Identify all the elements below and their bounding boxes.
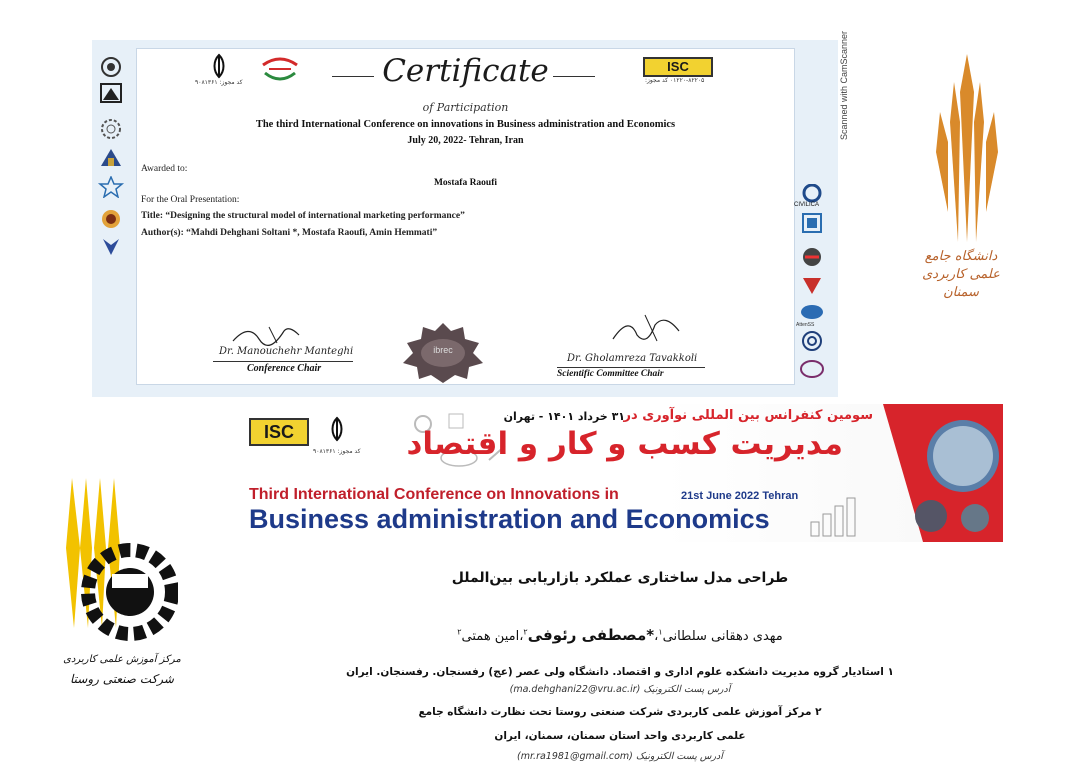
banner-fa-date: ۳۱ خرداد ۱۴۰۱ - تهران	[503, 410, 625, 423]
affiliation-1: ۱ استادیار گروه مدیریت دانشکده علوم اداری و اقتصاد. دانشگاه ولی عصر (عج) رفسنجان. رفسنجان. ایران	[346, 666, 894, 678]
right-signer-name: Dr. Gholamreza Tavakkoli	[567, 353, 698, 364]
banner-en-line1: Third International Conference on Innovations in	[249, 486, 619, 503]
right-signature-rule	[557, 367, 705, 368]
author-2-sup: ۲	[523, 627, 528, 637]
mountain-logo-icon	[96, 82, 126, 104]
civilica-label: CIVILICA	[794, 202, 820, 208]
azad-logo-icon	[96, 236, 126, 258]
banner-fa-top: سومین کنفرانس بین المللی نوآوری در	[623, 408, 873, 423]
round-seal-icon	[96, 208, 126, 230]
university-emblem-icon	[96, 56, 126, 78]
conference-banner	[243, 404, 1003, 542]
paper-authors: مهدی دهقانی سلطانی$^۱$،*مصطفی رئوفی$^۲$،امین همتی$^۲$	[457, 626, 783, 644]
atten-logo-icon	[797, 302, 827, 324]
certificate-subtitle: of Participation	[422, 101, 509, 114]
affiliation-2b: علمی کاربردی واحد استان سمنان، سمنان، ایران	[494, 730, 746, 742]
left-signer-name: Dr. Manouchehr Manteghi	[219, 346, 354, 357]
gear-emblem-icon	[96, 118, 126, 140]
title-rule-right	[553, 76, 595, 77]
author-3: امین همتی	[461, 629, 520, 644]
training-center-line1: مرکز آموزش علمی کاربردی	[63, 654, 181, 665]
paper-title: طراحی مدل ساختاری عملکرد بازاریابی بین‌الملل	[451, 570, 789, 586]
training-center-logo-icon	[62, 478, 178, 650]
training-center-line2: شرکت صنعتی روستا	[70, 672, 174, 686]
atten-label: AttenSS	[796, 322, 815, 328]
index-logo-icon	[797, 246, 827, 268]
presentation-label: For the Oral Presentation:	[141, 195, 240, 205]
isc-code-text: ۰۱۲۲۰-۸۲۲۰۵ کد مجوز:	[645, 77, 705, 84]
banner-license-text: کد مجوز: ۹۰۸۱۳۶۱	[313, 448, 361, 455]
conference-date: July 20, 2022- Tehran, Iran	[407, 135, 524, 146]
dome-emblem-icon	[96, 146, 126, 168]
authors-line: Author(s): “Mahdi Dehghani Soltani *, Mostafa Raoufi, Amin Hemmati”	[141, 228, 438, 238]
km-logo-icon	[797, 358, 827, 380]
spiral-logo-icon	[797, 330, 827, 352]
email-2: آدرس پست الکترونیک (mr.ra1981@gmail.com)	[517, 751, 723, 762]
left-signer-role: Conference Chair	[247, 363, 322, 374]
seal-text: ibrec	[433, 345, 453, 355]
banner-en-line2: Business administration and Economics	[249, 504, 770, 534]
isc-logo: ISC	[643, 57, 713, 77]
author-3-sup: ۲	[457, 627, 462, 637]
bar-chart-icon	[807, 494, 867, 538]
scanner-watermark: Scanned with CamScanner	[839, 30, 849, 140]
author-2: مصطفی رئوفی	[527, 626, 647, 644]
banner-en-date: 21st June 2022 Tehran	[681, 490, 799, 502]
certificate-frame	[136, 48, 795, 385]
author-1-sup: ۱	[658, 627, 663, 637]
banner-isc-logo: ISC	[249, 418, 309, 446]
database-logo-icon	[797, 212, 827, 234]
right-signer-role: Scientific Committee Chair	[557, 369, 664, 379]
left-signature-icon	[229, 321, 309, 347]
journal-logo-icon	[797, 274, 827, 296]
awarded-label: Awarded to:	[141, 164, 188, 174]
certificate-image	[92, 30, 849, 397]
right-signature-icon	[607, 311, 687, 347]
conference-name: The third International Conference on innovations in Business administration and Economics	[255, 119, 676, 130]
author-1: مهدی دهقانی سلطانی	[662, 629, 783, 644]
email-1: آدرس پست الکترونیک (ma.dehghani22@vru.ac.ir)	[509, 684, 731, 695]
university-logo-icon	[928, 52, 1006, 242]
recipient-name: Mostafa Raoufi	[433, 178, 498, 188]
university-logo-text: دانشگاه جامع علمی کاربردی سمنان	[922, 249, 1000, 300]
left-signature-rule	[213, 361, 353, 362]
affiliation-2a: ۲ مرکز آموزش علمی کاربردی شرکت صنعتی روستا تحت نظارت دانشگاه جامع	[418, 706, 822, 718]
star-emblem-icon	[96, 176, 126, 198]
left-license-text: کد مجوز: ۹۰۸۱۳۶۱	[195, 79, 243, 86]
banner-iran-emblem-icon	[323, 416, 351, 442]
banner-fa-main: مدیریت کسب و کار و اقتصاد	[406, 426, 843, 462]
paper-title-line: Title: “Designing the structural model of international marketing performance”	[141, 211, 465, 221]
banner-red-corner	[863, 404, 1003, 542]
certificate-title: Certificate	[382, 53, 549, 89]
